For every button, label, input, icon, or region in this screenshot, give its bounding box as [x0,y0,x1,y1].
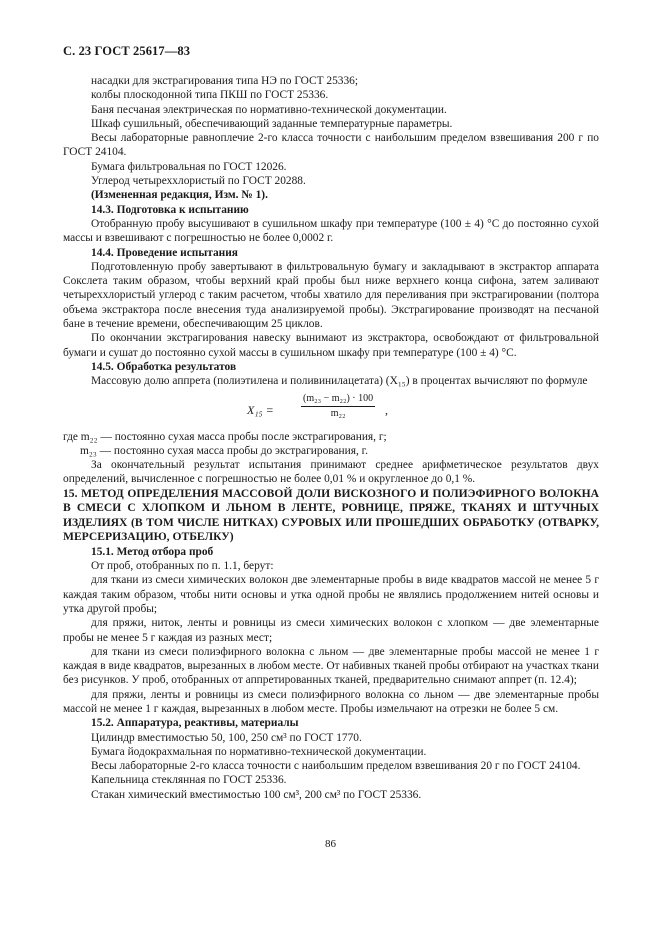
paragraph: От проб, отобранных по п. 1.1, берут: [91,560,274,573]
text-line: насадки для экстрагирования типа НЭ по ГОСТ 25336; [91,75,359,87]
page-content [63,74,599,802]
formula-lhs: X₁₅ = [247,402,274,417]
subsection-heading: 14.3. Подготовка к испытанию [91,203,249,216]
paragraph: Отобранную пробу высушивают в сушильном шкафу при температуре (100 ± 4) °С до постоянно сухой массы и взвешивают с погрешностью не более 0,0002 г. [63,217,599,245]
paragraph: для ткани из смеси полиэфирного волокна с льном — две элементарные пробы массой не менее 1 г каждая в виде квадратов, вырезанных в любом месте. От набивных тканей пробы отбирают на участках ткани без рисунков. У проб, отобранных от аппретированных тканей, предварительно снимают аппрет (п. 12.4); [63,645,599,687]
paragraph: Подготовленную пробу завертывают в фильтровальную бумагу и закладывают в экстрактор аппарата Сокслета таким образом, чтобы верхний край пробы был ниже верхнего конца сифона, затем заливают четыреххлористый углерод с таким расчетом, чтобы хватило для переливания при экстрагировании (полтора объема экстрактора после внесения туда анализируемой пробы). Экстрагирование производят на песчаной бане в течение времени, обеспечивающим 25 циклов. [63,260,599,331]
subsection-heading: 15.1. Метод отбора проб [91,545,214,558]
paragraph: Массовую долю аппрета (полиэтилена и поливинилацетата) (X₁₅) в процентах вычисляют по формуле [91,375,588,388]
text-line: Весы лабораторные равноплечие 2-го класса точности с наибольшим пределом взвешивания 200 г по ГОСТ 24104. [63,132,599,159]
formula [63,392,599,428]
formula-fraction [301,392,375,421]
text-line: Баня песчаная электрическая по нормативно-технической документации. [91,103,447,116]
where-line: где m₂₂ — постоянно сухая масса пробы после экстрагирования, г; [63,430,387,443]
paragraph: Капельница стеклянная по ГОСТ 25336. [91,774,287,787]
subsection-heading: 14.5. Обработка результатов [91,360,237,373]
subsection-heading: 15.2. Аппаратура, реактивы, материалы [91,717,299,730]
subsection-heading: 14.4. Проведение испытания [91,246,238,259]
paragraph: для пряжи, ниток, ленты и ровницы из смеси химических волокон с хлопком — две элементарные пробы не менее 5 г каждая из разных мест; [63,617,599,644]
amendment-note: (Измененная редакция, Изм. № 1). [91,189,268,202]
paragraph: По окончании экстрагирования навеску вынимают из экстрактора, освобождают от фильтровальной бумаги и сушат до постоянно сухой массы в сушильном шкафу при температуре (100 ± 4) °С. [63,332,599,359]
paragraph: Цилиндр вместимостью 50, 100, 250 см³ по ГОСТ 1770. [91,731,362,744]
paragraph: Стакан химический вместимостью 100 см³, 200 см³ по ГОСТ 25336. [91,788,422,801]
formula-tail: , [385,402,388,417]
text-line: Бумага фильтровальная по ГОСТ 12026. [91,160,287,173]
paragraph: для ткани из смеси химических волокон две элементарные пробы в виде квадратов массой не менее 5 г каждая таким образом, чтобы нити основы и утка одной пробы не являлись продолжением нитей основы и утка другой пробы; [63,574,599,615]
text-line: колбы плоскодонной типа ПКШ по ГОСТ 25336. [91,89,329,102]
formula-numerator: (m₂₃ − m₂₂) · 100 [301,392,375,407]
paragraph: Весы лабораторные 2-го класса точности с наибольшим пределом взвешивания 20 г по ГОСТ 24104. [91,760,581,773]
where-line: m₂₃ — постоянно сухая масса пробы до экстрагирования, г. [80,444,368,457]
paragraph: За окончательный результат испытания принимают среднее арифметическое результатов двух определений, вычисленное с погрешностью не более 0,01 % и округленное до 0,1 %. [63,459,599,486]
formula-denominator: m₂₂ [330,407,346,419]
section-heading: 15. МЕТОД ОПРЕДЕЛЕНИЯ МАССОВОЙ ДОЛИ ВИСКОЗНОГО И ПОЛИЭФИРНОГО ВОЛОКНА В СМЕСИ С ХЛОПКОМ И ЛЬНОМ В ЛЕНТЕ, РОВНИЦЕ, ПРЯЖЕ, ТКАНЯХ И ШТУЧНЫХ ИЗДЕЛИЯХ (В ТОМ ЧИСЛЕ НИТКАХ) СУРОВЫХ ИЛИ ПРОШЕДШИХ ОБРАБОТКУ (ОТВАРКУ, МЕРСЕРИЗАЦИЮ, ОТБЕЛКУ) [63,486,599,544]
page-number: 86 [325,838,336,850]
text-line: Шкаф сушильный, обеспечивающий заданные температурные параметры. [91,117,453,130]
paragraph: Бумага йодокрахмальная по нормативно-технической документации. [91,745,427,758]
paragraph: для пряжи, ленты и ровницы из смеси полиэфирного волокна со льном — две элементарные пробы массой не менее 1 г каждая, вырезанных в любом месте. Пробы измельчают на отрезки не более 5 см. [63,688,599,715]
page-header: С. 23 ГОСТ 25617—83 [63,44,191,58]
text-line: Углерод четыреххлористый по ГОСТ 20288. [91,175,306,188]
